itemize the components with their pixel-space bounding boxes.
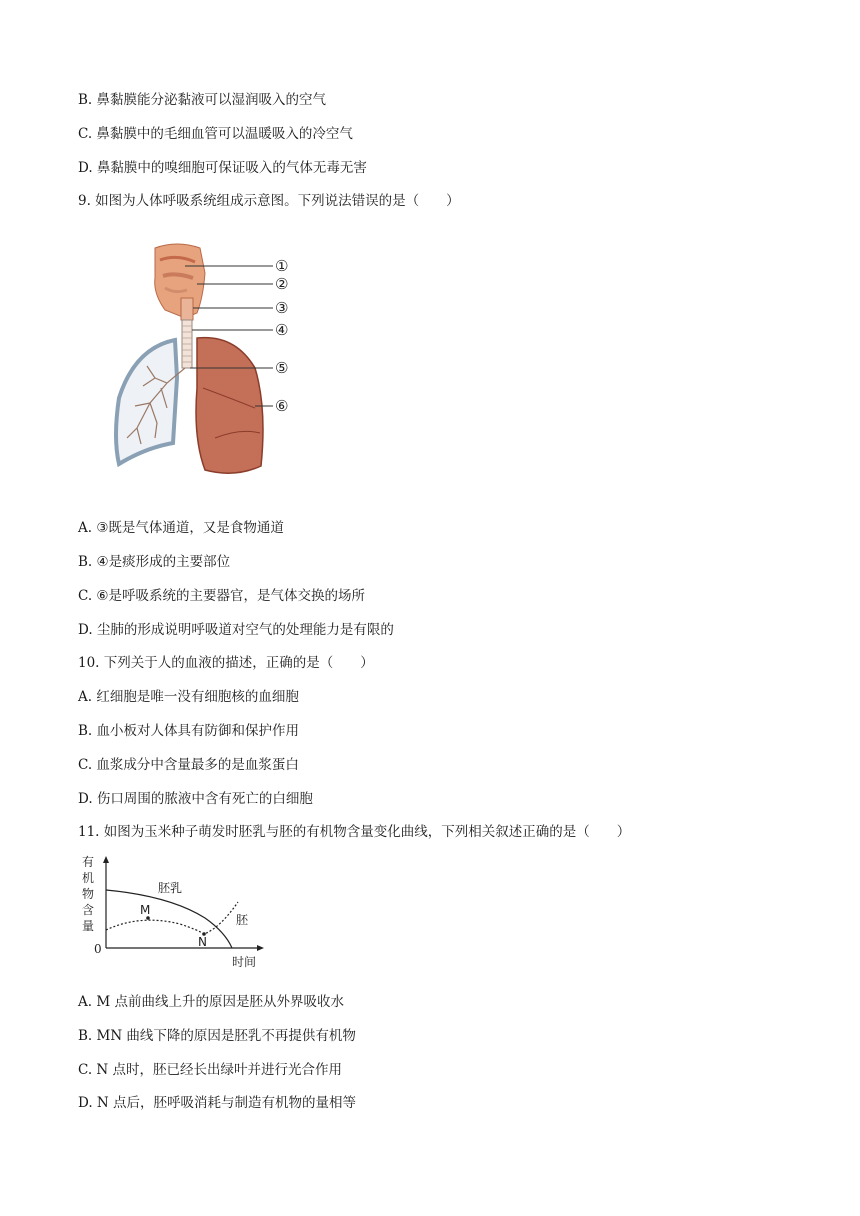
q8-option-b: B. 鼻黏膜能分泌黏液可以湿润吸入的空气 (78, 92, 327, 108)
q11-option-a: A. M 点前曲线上升的原因是胚从外界吸收水 (78, 994, 344, 1010)
figure-label-1: ① (275, 257, 289, 275)
q9-stem: 9. 如图为人体呼吸系统组成示意图。下列说法错误的是（ ） (78, 193, 460, 209)
figure-label-3: ③ (275, 299, 289, 317)
figure-label-4: ④ (275, 321, 289, 339)
figure-label-6: ⑥ (275, 397, 289, 415)
q11-option-c: C. N 点时，胚已经长出绿叶并进行光合作用 (78, 1062, 343, 1078)
x-axis-label: 时间 (232, 955, 257, 969)
q11-option-d: D. N 点后，胚呼吸消耗与制造有机物的量相等 (78, 1095, 357, 1111)
q8-option-d: D. 鼻黏膜中的嗅细胞可保证吸入的气体无毒无害 (78, 160, 367, 176)
q10-option-c: C. 血浆成分中含量最多的是血浆蛋白 (78, 757, 299, 773)
curve-label-endosperm: 胚乳 (158, 881, 183, 895)
respiratory-system-figure (105, 238, 315, 478)
q9-option-a: A. ③既是气体通道，又是食物通道 (78, 520, 284, 536)
y-label-char-3: 物 (82, 887, 95, 901)
figure-label-5: ⑤ (275, 359, 289, 377)
q9-option-c: C. ⑥是呼吸系统的主要器官，是气体交换的场所 (78, 588, 366, 604)
y-label-char-5: 量 (82, 919, 95, 933)
y-label-char-4: 含 (82, 903, 95, 917)
organic-matter-curve-figure (80, 852, 280, 974)
point-m-label: M (140, 903, 151, 917)
q9-option-b: B. ④是痰形成的主要部位 (78, 554, 231, 570)
q9-option-d: D. 尘肺的形成说明呼吸道对空气的处理能力是有限的 (78, 622, 394, 638)
q8-option-c: C. 鼻黏膜中的毛细血管可以温暖吸入的冷空气 (78, 126, 353, 142)
q10-option-d: D. 伤口周围的脓液中含有死亡的白细胞 (78, 791, 313, 807)
q10-option-b: B. 血小板对人体具有防御和保护作用 (78, 723, 300, 739)
y-label-char-1: 有 (82, 855, 95, 869)
y-label-char-2: 机 (82, 871, 95, 885)
q10-option-a: A. 红细胞是唯一没有细胞核的血细胞 (78, 689, 299, 705)
figure-label-2: ② (275, 275, 289, 293)
q11-stem: 11. 如图为玉米种子萌发时胚乳与胚的有机物含量变化曲线，下列相关叙述正确的是（ ） (78, 824, 631, 840)
point-n-label: N (198, 935, 207, 949)
origin-label: 0 (94, 942, 102, 956)
q10-stem: 10. 下列关于人的血液的描述，正确的是（ ） (78, 655, 374, 671)
curve-label-embryo: 胚 (236, 913, 249, 927)
q11-option-b: B. MN 曲线下降的原因是胚乳不再提供有机物 (78, 1028, 356, 1044)
